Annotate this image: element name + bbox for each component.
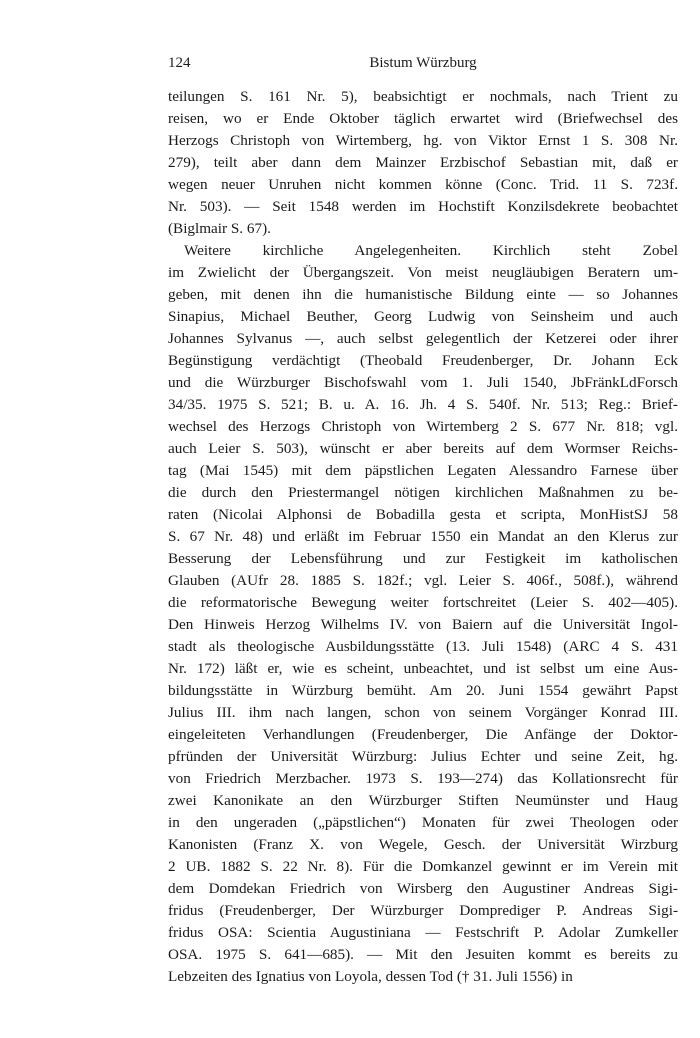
text-line: die reformatorische Bewegung weiter fortschreitet (Leier S. 402—405). [168,594,678,611]
text-line: bildungsstätte in Würzburg bemüht. Am 20. Juni 1554 gewährt Papst [168,682,678,699]
text-line: 2 UB. 1882 S. 22 Nr. 8). Für die Domkanzel gewinnt er im Verein mit [168,858,678,875]
text-line: Nr. 172) läßt er, wie es scheint, unbeachtet, und ist selbst um eine Aus- [168,660,678,677]
text-line: Julius III. ihm nach langen, schon von seinem Vorgänger Konrad III. [168,704,678,721]
text-line: Nr. 503). — Seit 1548 werden im Hochstift Konzilsdekrete beobachtet [168,198,678,215]
text-line: Lebzeiten des Ignatius von Loyola, dessen Tod († 31. Juli 1556) in [168,968,573,985]
body-text [168,86,678,988]
page-header [168,52,678,74]
text-line: Glauben (AUfr 28. 1885 S. 182f.; vgl. Leier S. 406f., 508f.), während [168,572,678,589]
text-line: 279), teilt aber dann dem Mainzer Erzbischof Sebastian mit, daß er [168,154,678,171]
text-line: teilungen S. 161 Nr. 5), beabsichtigt er nochmals, nach Trient zu [168,88,678,105]
text-line: Weitere kirchliche Angelegenheiten. Kirchlich steht Zobel [184,242,678,259]
text-line: Besserung der Lebensführung und zur Festigkeit im katholischen [168,550,678,567]
text-line: 34/35. 1975 S. 521; B. u. A. 16. Jh. 4 S. 540f. Nr. 513; Reg.: Brief- [168,396,678,413]
text-line: reisen, wo er Ende Oktober täglich erwartet wird (Briefwechsel des [168,110,678,127]
text-line: zwei Kanonikate an den Würzburger Stiften Neumünster und Haug [168,792,678,809]
text-line: Kanonisten (Franz X. von Wegele, Gesch. der Universität Wirzburg [168,836,678,853]
text-line: eingeleiteten Verhandlungen (Freudenberger, Die Anfänge der Doktor- [168,726,678,743]
text-line: raten (Nicolai Alphonsi de Bobadilla gesta et scripta, MonHistSJ 58 [168,506,678,523]
text-line: geben, mit denen ihn die humanistische Bildung einte — so Johannes [168,286,678,303]
text-line: wechsel des Herzogs Christoph von Wirtemberg 2 S. 677 Nr. 818; vgl. [168,418,678,435]
text-line: im Zwielicht der Übergangszeit. Von meist neugläubigen Beratern um- [168,264,678,281]
text-line: Den Hinweis Herzog Wilhelms IV. von Baiern auf die Universität Ingol- [168,616,678,633]
text-line: fridus (Freudenberger, Der Würzburger Domprediger P. Andreas Sigi- [168,902,678,919]
text-line: von Friedrich Merzbacher. 1973 S. 193—274) das Kollationsrecht für [168,770,678,787]
text-line: dem Domdekan Friedrich von Wirsberg den Augustiner Andreas Sigi- [168,880,678,897]
text-line: die durch den Priestermangel nötigen kirchlichen Maßnahmen zu be- [168,484,678,501]
running-title: Bistum Würzburg [369,55,477,71]
text-line: (Biglmair S. 67). [168,220,271,237]
text-line: Johannes Sylvanus —, auch selbst gelegentlich der Ketzerei oder ihrer [168,330,678,347]
text-line: stadt als theologische Ausbildungsstätte (13. Juli 1548) (ARC 4 S. 431 [168,638,678,655]
text-line: auch Leier S. 503), wünscht er aber bereits auf dem Wormser Reichs- [168,440,678,457]
text-line: wegen neuer Unruhen nicht kommen könne (Conc. Trid. 11 S. 723f. [168,176,678,193]
text-line: OSA. 1975 S. 641—685). — Mit den Jesuiten kommt es bereits zu [168,946,678,963]
page-number: 124 [168,55,191,71]
text-line: Sinapius, Michael Beuther, Georg Ludwig von Seinsheim und auch [168,308,678,325]
text-line: Begünstigung verdächtigt (Theobald Freudenberger, Dr. Johann Eck [168,352,678,369]
text-line: S. 67 Nr. 48) und erläßt im Februar 1550 ein Mandat an den Klerus zur [168,528,678,545]
text-line: pfründen der Universität Würzburg: Julius Echter und seine Zeit, hg. [168,748,678,765]
text-line: tag (Mai 1545) mit dem päpstlichen Legaten Alessandro Farnese über [168,462,678,479]
text-line: Herzogs Christoph von Wirtemberg, hg. von Viktor Ernst 1 S. 308 Nr. [168,132,678,149]
text-line: in den ungeraden („päpstlichen“) Monaten für zwei Theologen oder [168,814,678,831]
text-line: fridus OSA: Scientia Augustiniana — Festschrift P. Adolar Zumkeller [168,924,678,941]
text-line: und die Würzburger Bischofswahl vom 1. Juli 1540, JbFränkLdForsch [168,374,678,391]
